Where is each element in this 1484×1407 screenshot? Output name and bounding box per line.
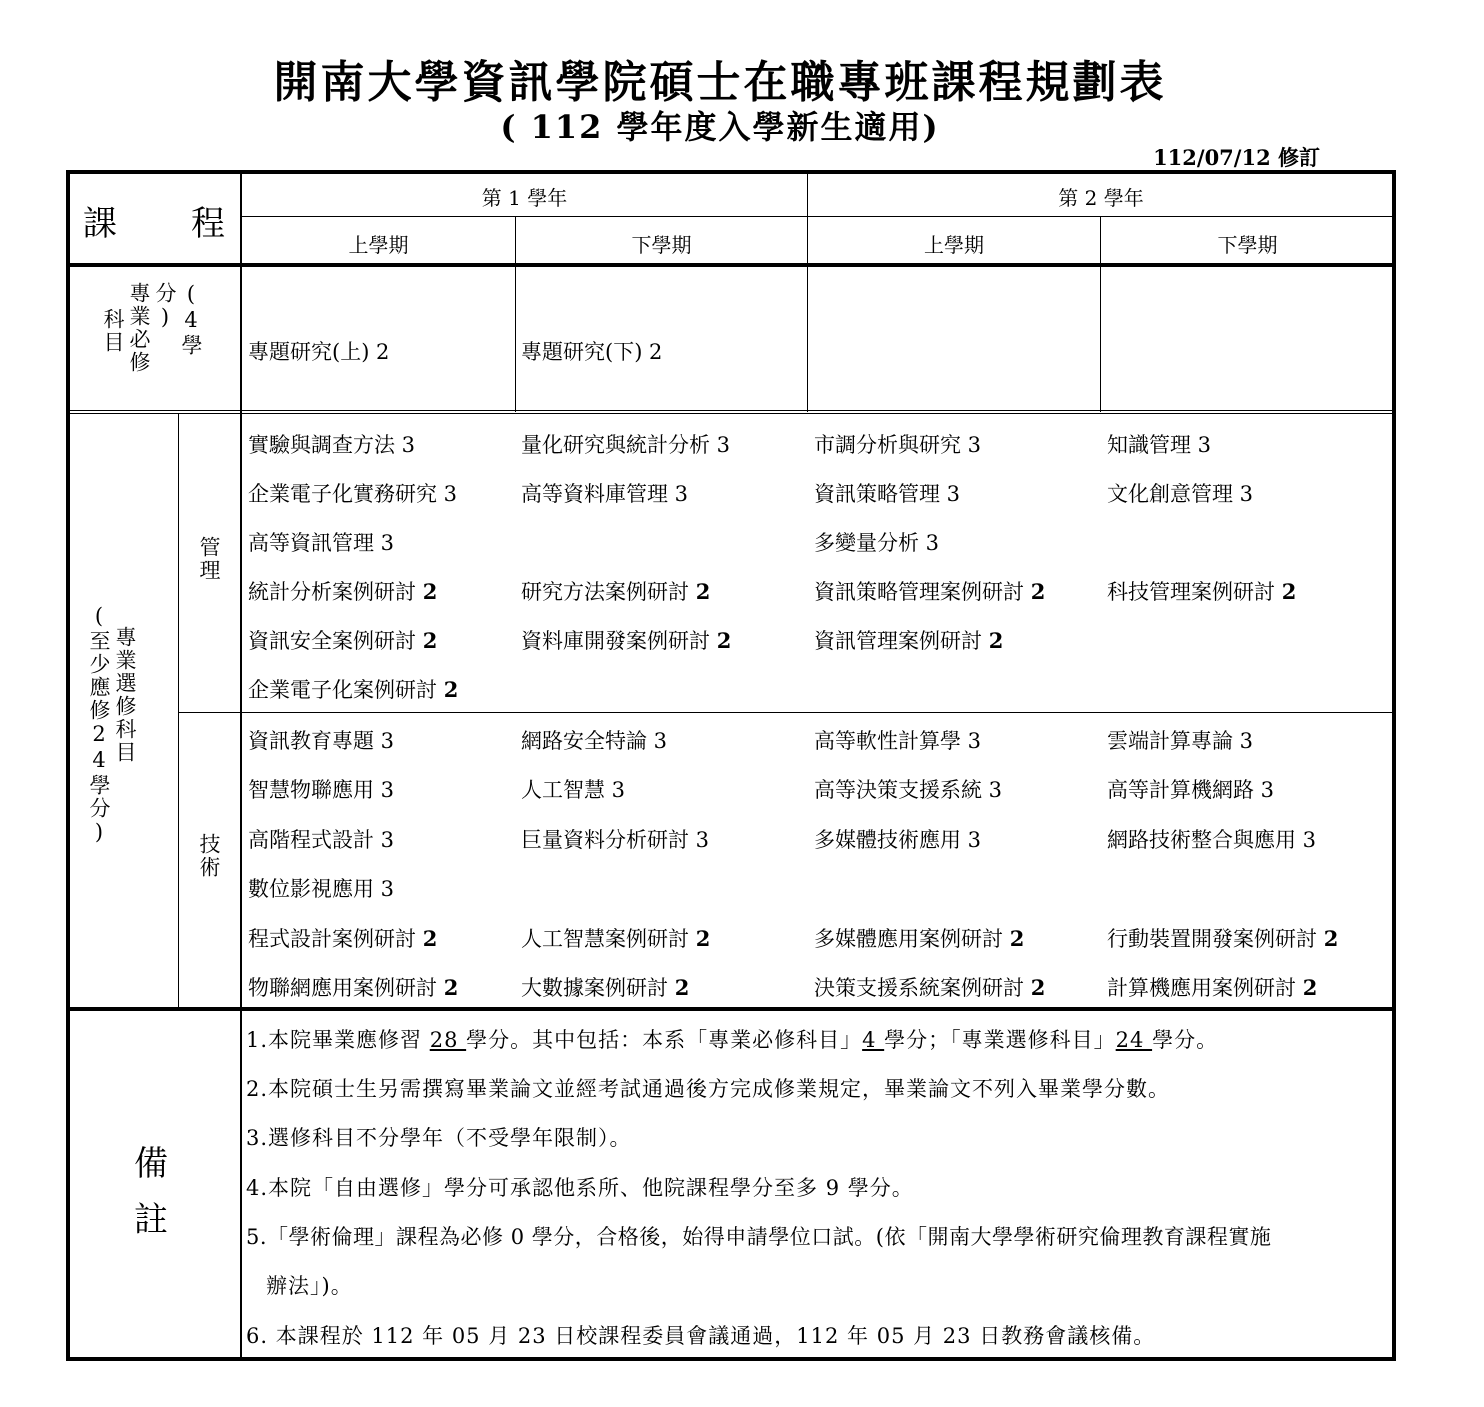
elective-course: 企業電子化實務研究 3	[248, 482, 458, 506]
elective-course: 知識管理 3	[1107, 433, 1212, 457]
elective-course: 人工智慧 3	[521, 778, 626, 803]
elective-course: 科技管理案例研討 2	[1107, 579, 1297, 604]
elective-course: 高等資訊管理 3	[248, 531, 395, 555]
year2-header: 第 2 學年	[1058, 186, 1144, 210]
course-header-label: 課 程	[83, 204, 227, 244]
elective-course: 資訊安全案例研討 2	[248, 628, 438, 653]
elective-course: 多變量分析 3	[814, 531, 940, 555]
remark-note-6: 6. 本課程於 112 年 05 月 23 日校課程委員會議通過，112 年 05 月 23 日教務會議核備。	[246, 1324, 1156, 1348]
elective-course: 多媒體技術應用 3	[814, 827, 982, 852]
elective-course: 物聯網應用案例研討 2	[248, 975, 459, 1000]
elective-course: 智慧物聯應用 3	[248, 778, 395, 803]
elective-course: 資料庫開發案例研討 2	[521, 628, 732, 653]
page-title: 開南大學資訊學院碩士在職專班課程規劃表	[273, 57, 1167, 108]
elective-course: 人工智慧案例研討 2	[521, 925, 711, 951]
year1-header: 第 1 學年	[481, 186, 568, 210]
required-course: 專題研究(下) 2	[521, 340, 663, 364]
elective-course: 多媒體應用案例研討 2	[814, 925, 1025, 951]
elective-course: 大數據案例研討 2	[521, 975, 690, 1000]
elective-course: 雲端計算專論 3	[1107, 729, 1254, 753]
elective-course: 數位影視應用 3	[248, 877, 395, 902]
elective-course: 行動裝置開發案例研討 2	[1107, 925, 1339, 951]
management-label: 管理	[197, 536, 221, 582]
page-subtitle: ( 112 學年度入學新生適用)	[500, 108, 940, 146]
semester-header: 上學期	[924, 233, 984, 257]
remark-note-2: 2.本院碩士生另需撰寫畢業論文並經考試通過後方完成修業規定，畢業論文不列入畢業學分數。	[246, 1077, 1171, 1101]
elective-course: 資訊教育專題 3	[248, 729, 395, 753]
remark-note-5-cont: 辦法」)。	[266, 1274, 353, 1298]
semester-header: 下學期	[631, 233, 692, 257]
elective-course: 資訊策略管理 3	[814, 482, 961, 506]
semester-header: 下學期	[1217, 233, 1278, 257]
elective-course: 企業電子化案例研討 2	[248, 677, 459, 702]
elective-course: 高階程式設計 3	[248, 827, 395, 852]
elective-course: 市調分析與研究 3	[814, 433, 982, 457]
remarks-label-2: 註	[134, 1200, 168, 1240]
elective-course: 高等計算機網路 3	[1107, 778, 1275, 803]
elective-course: 程式設計案例研討 2	[248, 925, 438, 951]
remarks-label-1: 備	[134, 1144, 168, 1184]
elective-course: 資訊策略管理案例研討 2	[814, 579, 1046, 604]
remark-note-5: 5.「學術倫理」課程為必修 0 學分，合格後，始得申請學位口試。(依「開南大學學術研究倫理教育課程實施	[246, 1225, 1272, 1249]
elective-course: 資訊管理案例研討 2	[814, 628, 1004, 653]
required-course: 專題研究(上) 2	[248, 340, 390, 364]
required-label: (4學分) 專業必修 科目	[101, 282, 203, 374]
elective-course: 巨量資料分析研討 3	[521, 827, 710, 852]
remark-note-1: 1.本院畢業應修習 28 學分。其中包括：本系「專業必修科目」4 學分；「專業選修科目」24 學分。	[246, 1028, 1219, 1052]
elective-course: 網路技術整合與應用 3	[1107, 827, 1317, 852]
elective-course: 量化研究與統計分析 3	[521, 433, 731, 457]
elective-course: 高等決策支援系統 3	[814, 778, 1003, 803]
elective-course: 計算機應用案例研討 2	[1107, 975, 1318, 1000]
elective-course: 網路安全特論 3	[521, 729, 668, 753]
elective-course: 文化創意管理 3	[1107, 482, 1254, 506]
semester-header: 上學期	[348, 233, 409, 257]
elective-course: 統計分析案例研討 2	[248, 579, 438, 604]
revision-date: 112/07/12 修訂	[1153, 145, 1320, 170]
elective-course: 高等資料庫管理 3	[521, 482, 689, 506]
elective-course: 實驗與調查方法 3	[248, 433, 416, 457]
elective-course: 決策支援系統案例研討 2	[814, 975, 1046, 1000]
elective-course: 研究方法案例研討 2	[521, 579, 711, 604]
remark-note-3: 3.選修科目不分學年（不受學年限制）。	[246, 1126, 632, 1150]
elective-label: 專業選修科目 (至少應修24學分)	[87, 604, 137, 846]
technology-label: 技術	[197, 833, 221, 879]
remark-note-4: 4.本院「自由選修」學分可承認他系所、他院課程學分至多 9 學分。	[246, 1176, 914, 1200]
elective-course: 高等軟性計算學 3	[814, 729, 982, 753]
